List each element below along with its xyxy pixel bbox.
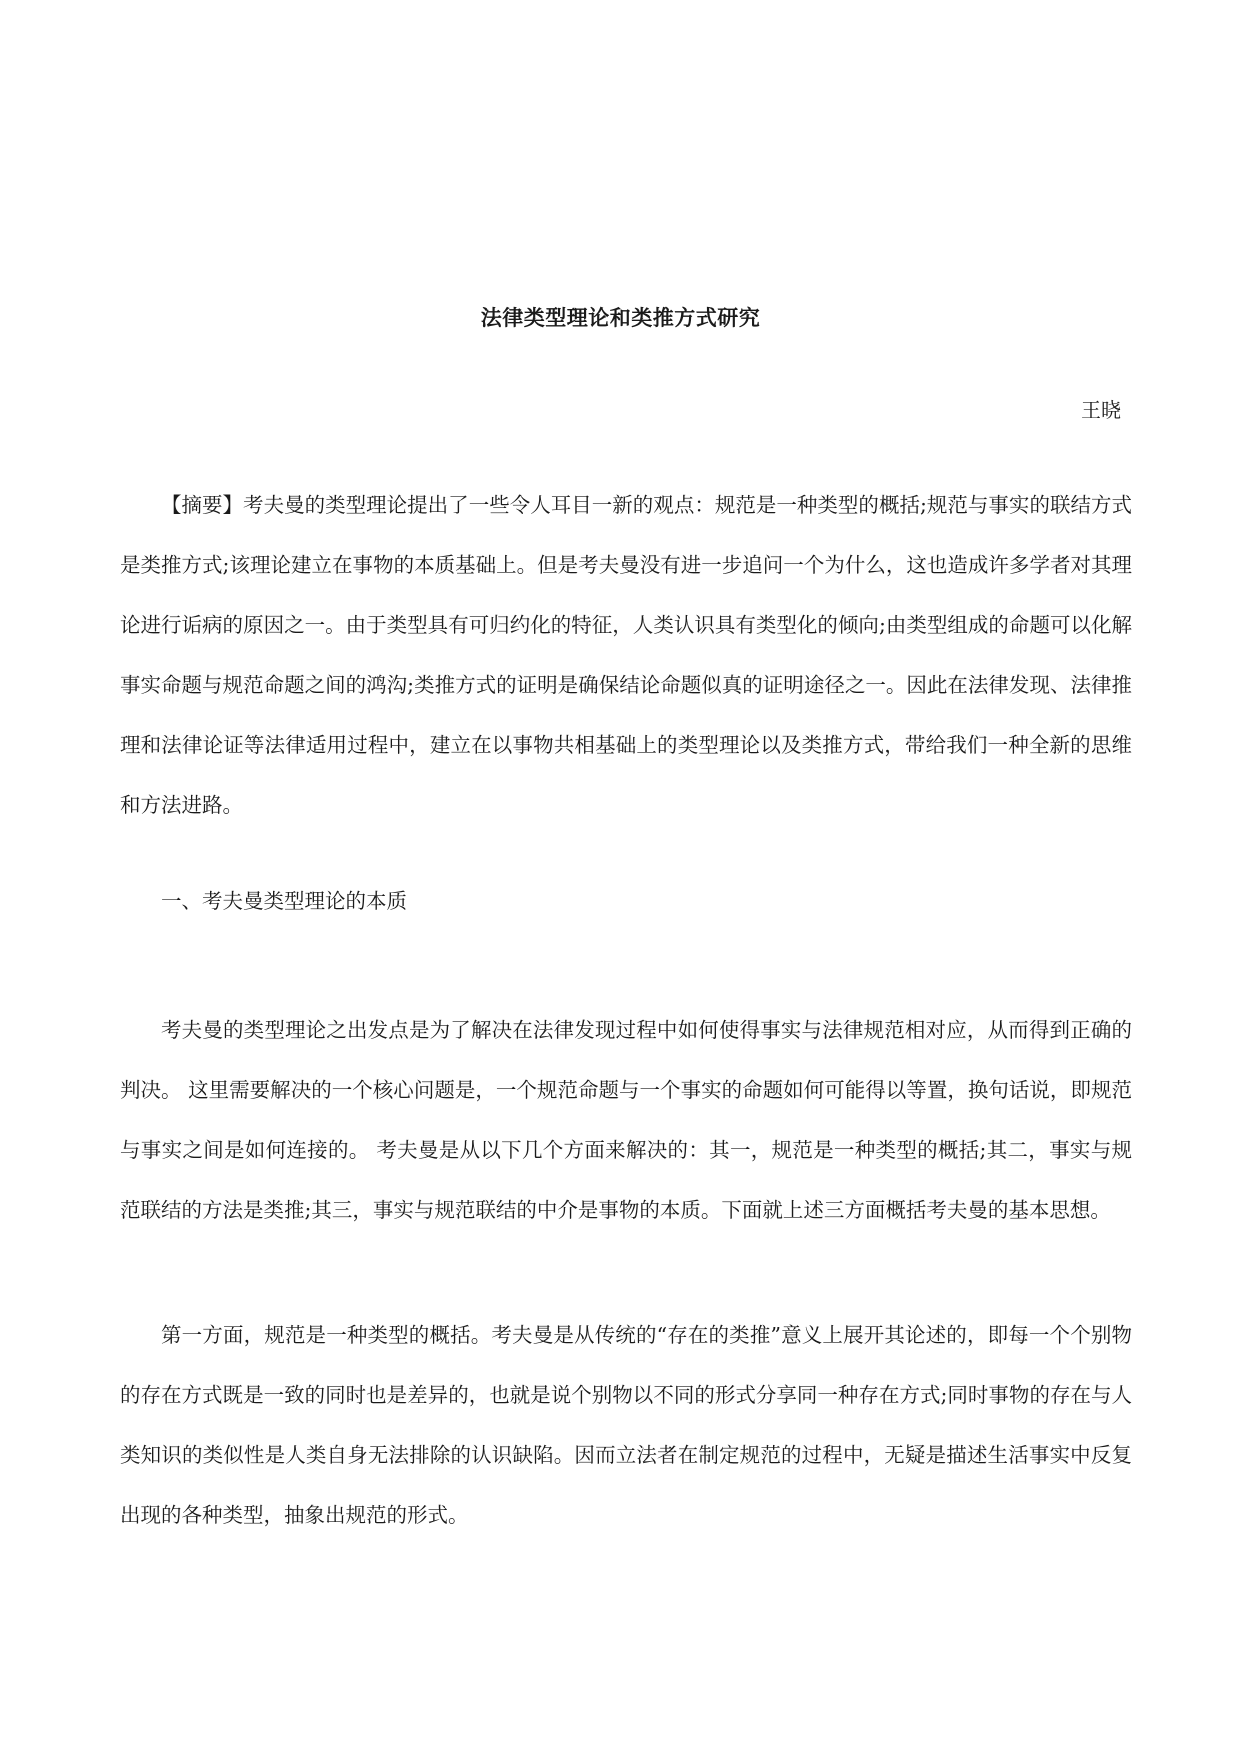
author-name: 王晓 [1081, 398, 1121, 422]
body-paragraph-1: 考夫曼的类型理论之出发点是为了解决在法律发现过程中如何使得事实与法律规范相对应，从而得到正确的判决。 这里需要解决的一个核心问题是，一个规范命题与一个事实的命题如何可能得以等置，换句话说，即规范与事实之间是如何连接的。 考夫曼是从以下几个方面来解决的：其一，规范是一种类型的概括;其二，事实与规范联结的方法是类推;其三，事实与规范联结的中介是事物的本质。下面就上述三方面概括考夫曼的基本思想。 [120, 1018, 1132, 1222]
document-title: 法律类型理论和类推方式研究 [480, 305, 761, 330]
body-paragraph-2: 第一方面，规范是一种类型的概括。考夫曼是从传统的“存在的类推”意义上展开其论述的，即每一个个别物的存在方式既是一致的同时也是差异的，也就是说个别物以不同的形式分享同一种存在方式;同时事物的存在与人类知识的类似性是人类自身无法排除的认识缺陷。因而立法者在制定规范的过程中，无疑是描述生活事实中反复出现的各种类型，抽象出规范的形式。 [120, 1323, 1132, 1527]
section-heading: 一、考夫曼类型理论的本质 [161, 889, 407, 913]
abstract-paragraph: 【摘要】考夫曼的类型理论提出了一些令人耳目一新的观点：规范是一种类型的概括;规范与事实的联结方式是类推方式;该理论建立在事物的本质基础上。但是考夫曼没有进一步追问一个为什么，这也造成许多学者对其理论进行诟病的原因之一。由于类型具有可归约化的特征，人类认识具有类型化的倾向;由类型组成的命题可以化解事实命题与规范命题之间的鸿沟;类推方式的证明是确保结论命题似真的证明途径之一。因此在法律发现、法律推理和法律论证等法律适用过程中，建立在以事物共相基础上的类型理论以及类推方式，带给我们一种全新的思维和方法进路。 [120, 493, 1132, 817]
